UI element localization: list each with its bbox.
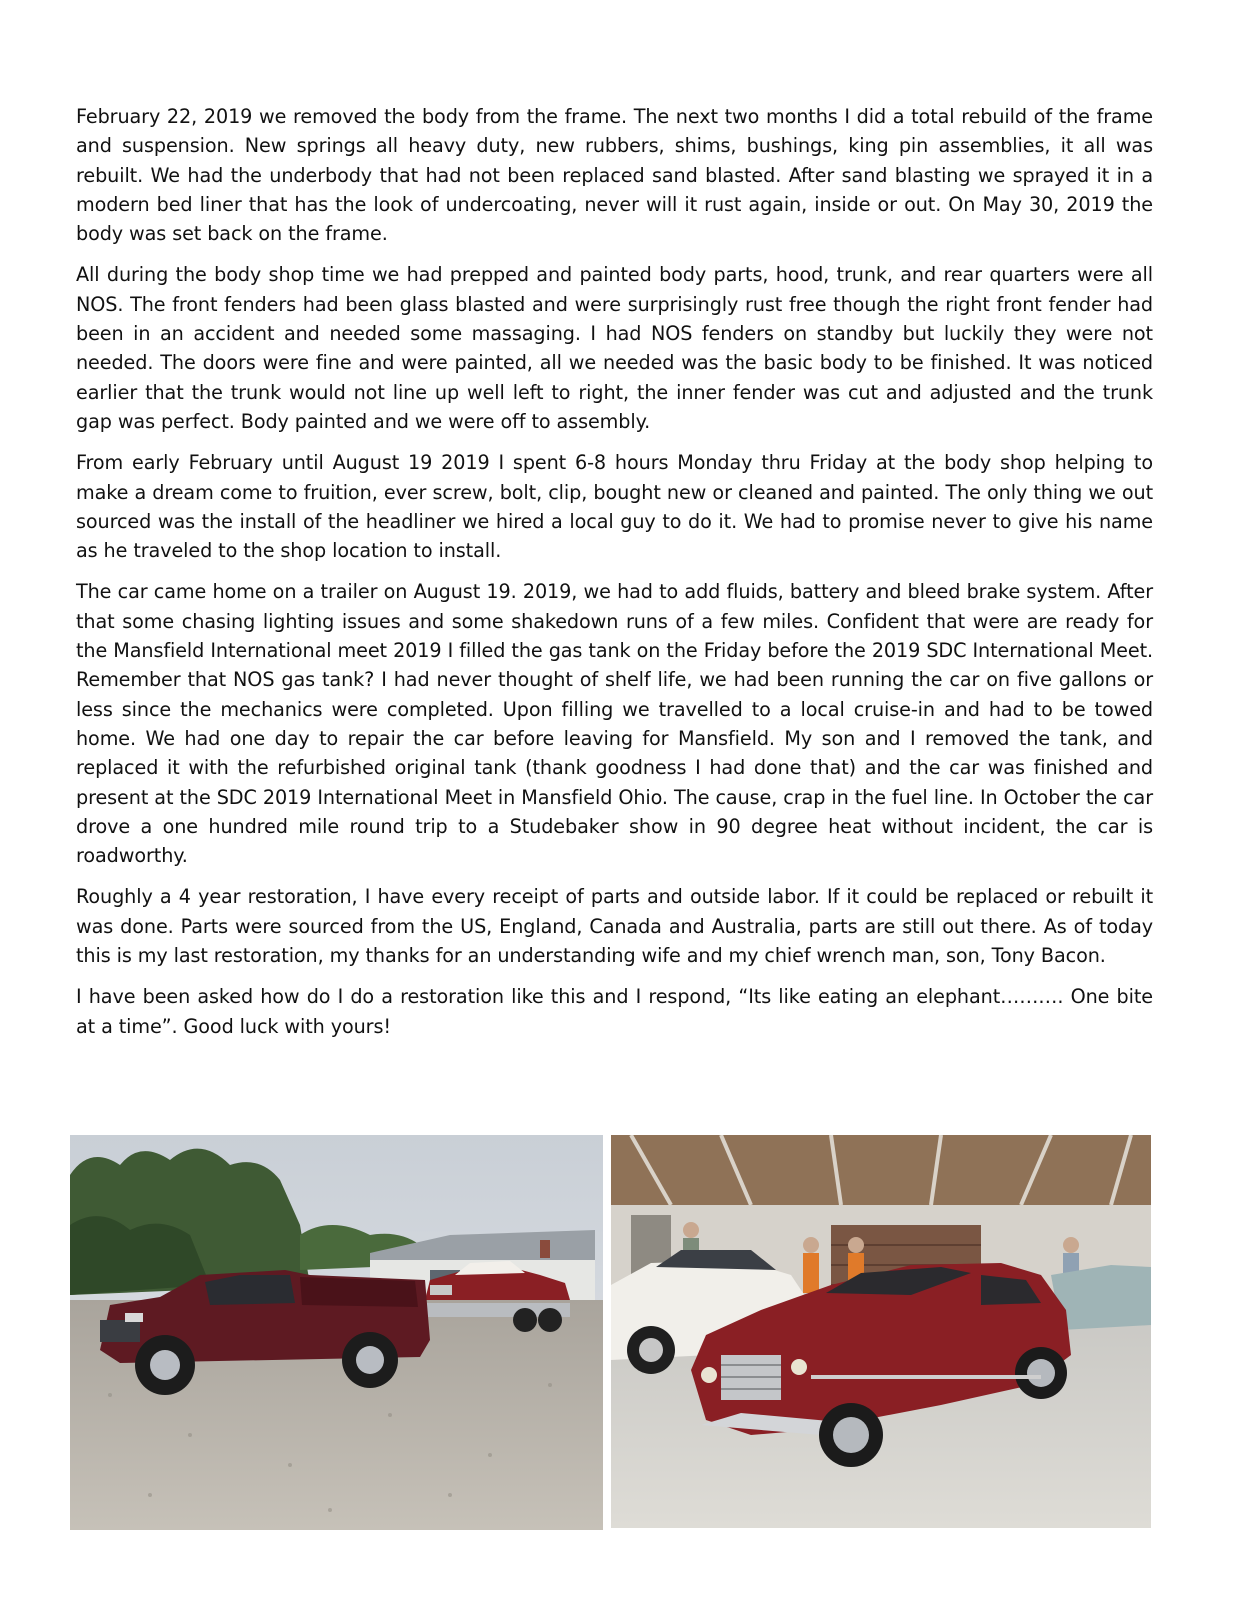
paragraph-assembly-time: From early February until August 19 2019 I spent 6-8 hours Monday thru Friday at the body shop helping to make a dream come to fruition, ever screw, bolt, clip, bought new or cleaned and painted. The only thing we out sourced was the install of the headliner we hired a local guy to do it. We had to promise never to give his name as he traveled to the shop location to install. [76, 451, 1153, 563]
paragraph-homecoming: The car came home on a trailer on August 19. 2019, we had to add fluids, battery and bleed brake system. After that some chasing lighting issues and some shakedown runs of a few miles. Confident that were are ready for the Mansfield International meet 2019 I filled the gas tank on the Friday before the 2019 SDC International Meet. Remember that NOS gas tank? I had never thought of shelf life, we had been running the car on five gallons or less since the mechanics were completed. Upon filling we travelled to a local cruise-in and had to be towed home. We had one day to repair the car before leaving for Mansfield. My son and I removed the tank, and replaced it with the refurbished original tank (thank goodness I had done that) and the car was finished and present at the SDC 2019 International Meet in Mansfield Ohio. The cause, crap in the fuel line. In October the car drove a one hundred mile round trip to a Studebaker show in 90 degree heat without incident, the car is roadworthy. [76, 580, 1153, 868]
paragraph-closing: I have been asked how do I do a restoration like this and I respond, “Its like eating an elephant………. One bite at a time”. Good luck with yours! [76, 985, 1153, 1038]
paragraph-restoration-summary: Roughly a 4 year restoration, I have every receipt of parts and outside labor. If it could be replaced or rebuilt it was done. Parts were sourced from the US, England, Canada and Australia, parts are still out there. As of today this is my last restoration, my thanks for an understanding wife and my chief wrench man, son, Tony Bacon. [76, 885, 1153, 968]
car-show-illustration [611, 1135, 1151, 1528]
truck-trailer-illustration [70, 1135, 603, 1530]
article-body [76, 102, 1153, 1053]
photo-truck-towing-car [70, 1135, 603, 1530]
paragraph-frame-rebuild: February 22, 2019 we removed the body from the frame. The next two months I did a total rebuild of the frame and suspension. New springs all heavy duty, new rubbers, shims, bushings, king pin assemblies, it all was rebuilt. We had the underbody that had not been replaced sand blasted. After sand blasting we sprayed it in a modern bed liner that has the look of undercoating, never will it rust again, inside or out. On May 30, 2019 the body was set back on the frame. [76, 105, 1153, 246]
photo-car-show [611, 1135, 1151, 1528]
paragraph-body-shop: All during the body shop time we had prepped and painted body parts, hood, trunk, and rear quarters were all NOS. The front fenders had been glass blasted and were surprisingly rust free though the right front fender had been in an accident and needed some massaging. I had NOS fenders on standby but luckily they were not needed. The doors were fine and were painted, all we needed was the basic body to be finished. It was noticed earlier that the trunk would not line up well left to right, the inner fender was cut and adjusted and the trunk gap was perfect. Body painted and we were off to assembly. [76, 263, 1153, 433]
